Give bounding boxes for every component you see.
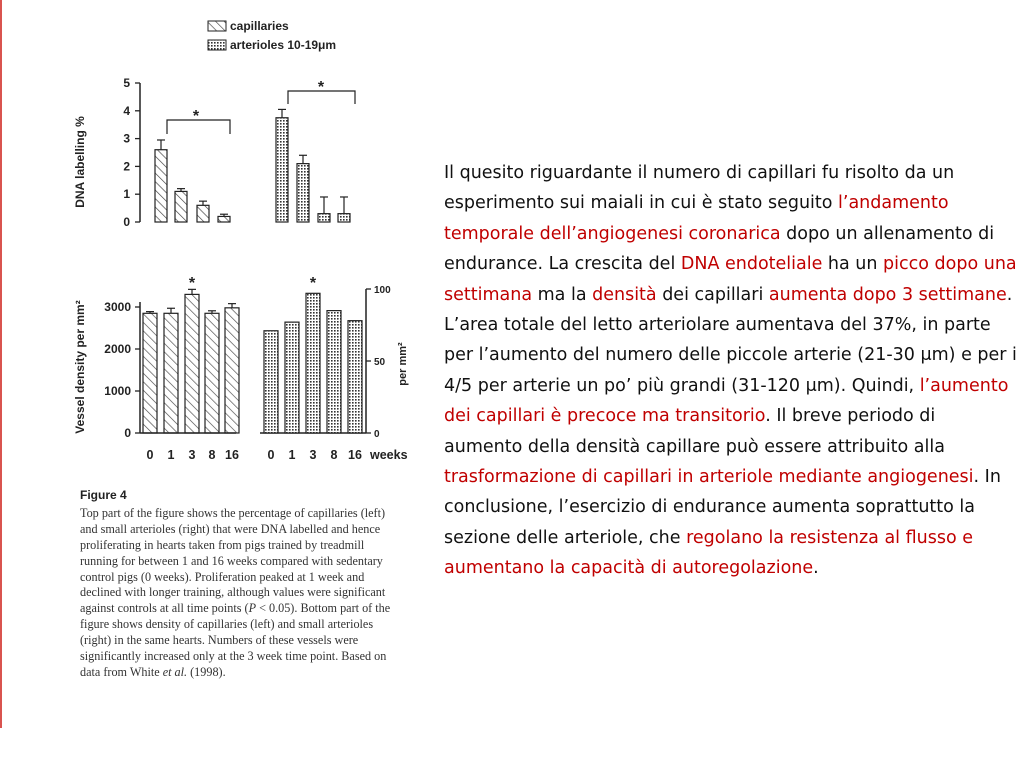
highlight-regulation: regolano la resistenza al flusso e aumentano la capacità di autoregolazione <box>444 527 973 579</box>
highlight-transformation: trasformazione di capillari in arteriole mediante angiogenesi <box>444 467 974 488</box>
dna-labelling-chart <box>73 76 355 229</box>
x-tick-label: 0 <box>146 448 154 462</box>
caption-title: Figure 4 <box>80 488 127 502</box>
significance-marker: * <box>309 275 317 292</box>
highlight-increase-three-weeks: aumenta dopo 3 settimane <box>768 284 1007 305</box>
bar <box>175 191 187 222</box>
y-tick-label: 3 <box>123 131 130 146</box>
y-tick-label: 4 <box>123 103 130 118</box>
y-right-tick-label: 0 <box>374 429 380 440</box>
highlight-endothelial-dna: DNA endoteliale <box>680 254 823 275</box>
y-axis-label: DNA labelling % <box>73 116 87 208</box>
y-tick-label: 0 <box>123 215 130 229</box>
left-border-line <box>0 0 2 728</box>
x-tick-label: 1 <box>167 448 175 462</box>
explanation-paragraph <box>444 158 1019 584</box>
y-right-axis-label: per mm² <box>397 342 409 386</box>
caption-et-al: et al. <box>162 664 188 679</box>
highlight-peak-one-week: picco dopo una settimana <box>444 254 1017 305</box>
bar <box>338 214 350 222</box>
legend-label-capillaries: capillaries <box>230 19 289 33</box>
caption-p-symbol: P <box>248 601 257 616</box>
bar <box>327 311 341 433</box>
y-tick-label: 1000 <box>104 384 131 398</box>
bar <box>297 164 309 222</box>
text-run: . Il breve periodo di aumento della densità capillare può essere attribuito alla <box>444 406 945 457</box>
highlight-density: densità <box>592 284 657 305</box>
x-tick-label: 16 <box>348 448 362 462</box>
legend-swatch-arterioles <box>208 40 226 50</box>
caption-text <box>80 506 400 681</box>
highlight-early-transient: l’aumento dei capillari è precoce ma transitorio <box>444 375 1009 427</box>
figure-caption <box>80 488 400 681</box>
x-tick-label: 8 <box>330 448 338 462</box>
bar <box>225 308 239 433</box>
legend <box>208 19 336 52</box>
bar <box>218 216 230 222</box>
caption-text-part-2: < 0.05). Bottom part of the figure shows density of capillaries (left) and small arterioles (right) in the same hearts. Numbers of these vessels were significantly increased only at the 3 week time point. Based on data from White <box>80 601 391 679</box>
text-run: . In conclusione, l’esercizio di endurance aumenta soprattutto la sezione delle arteriole, che <box>444 467 1001 548</box>
y-right-tick-label: 50 <box>374 357 386 368</box>
bar <box>306 293 320 433</box>
text-run: ma la <box>532 284 593 305</box>
x-tick-label: 3 <box>188 448 196 462</box>
text-run: Il quesito riguardante il numero di capillari fu risolto da un esperimento sui maiali in cui è stato seguito <box>444 163 955 214</box>
text-run: ha un <box>822 254 884 275</box>
text-run: dopo un allenamento di endurance. La crescita del <box>444 223 995 275</box>
bar <box>318 214 330 222</box>
bar <box>348 321 362 433</box>
y-tick-label: 0 <box>124 426 131 440</box>
text-run: dei capillari <box>656 284 769 305</box>
bar <box>164 313 178 433</box>
legend-swatch-capillaries <box>208 21 226 31</box>
x-axis-label: weeks <box>370 448 408 462</box>
vessel-density-chart <box>73 275 409 462</box>
x-tick-label: 0 <box>267 448 275 462</box>
significance-marker: * <box>317 79 325 96</box>
bar <box>205 313 219 433</box>
bar <box>285 322 299 433</box>
significance-marker: * <box>192 108 200 125</box>
x-tick-label: 8 <box>208 448 216 462</box>
significance-marker: * <box>188 275 196 292</box>
y-tick-label: 5 <box>123 76 130 90</box>
y-tick-label: 1 <box>123 187 130 202</box>
x-tick-label: 1 <box>288 448 296 462</box>
bar <box>197 205 209 222</box>
bar <box>264 331 278 433</box>
y-right-tick-label: 100 <box>374 285 391 296</box>
y-tick-label: 3000 <box>104 300 131 314</box>
bar <box>185 294 199 433</box>
bar <box>143 313 157 433</box>
x-tick-label: 3 <box>309 448 317 462</box>
y-tick-label: 2 <box>123 159 130 174</box>
highlight-temporal-angiogenesis: l’andamento temporale dell’angiogenesi coronarica <box>444 193 949 244</box>
bar <box>276 118 288 222</box>
figure-4-charts <box>70 12 420 472</box>
y-tick-label: 2000 <box>104 342 131 356</box>
legend-label-arterioles: arterioles 10-19μm <box>230 38 337 52</box>
text-run: . L’area totale del letto arteriolare aumentava del 37%, in parte per l’aumento del numero delle piccole arterie (21-30 μm) e per i 4/5 per arterie un po’ più grandi (31-120 μm). Quindi, <box>444 284 1017 396</box>
text-run: . <box>813 558 819 579</box>
caption-year: (1998). <box>187 664 226 679</box>
bar <box>155 150 167 222</box>
caption-text-part-1: Top part of the figure shows the percentage of capillaries (left) and small arterioles (right) that were DNA labelled and hence proliferating in hearts taken from pigs trained by treadmill running for between 1 and 16 weeks compared with sedentary control pigs (0 weeks). Proliferation peaked at 1 week and declined with longer training, although values were significant against controls at all time points ( <box>80 505 386 616</box>
x-tick-label: 16 <box>225 448 239 462</box>
y-axis-label: Vessel density per mm² <box>73 300 87 434</box>
